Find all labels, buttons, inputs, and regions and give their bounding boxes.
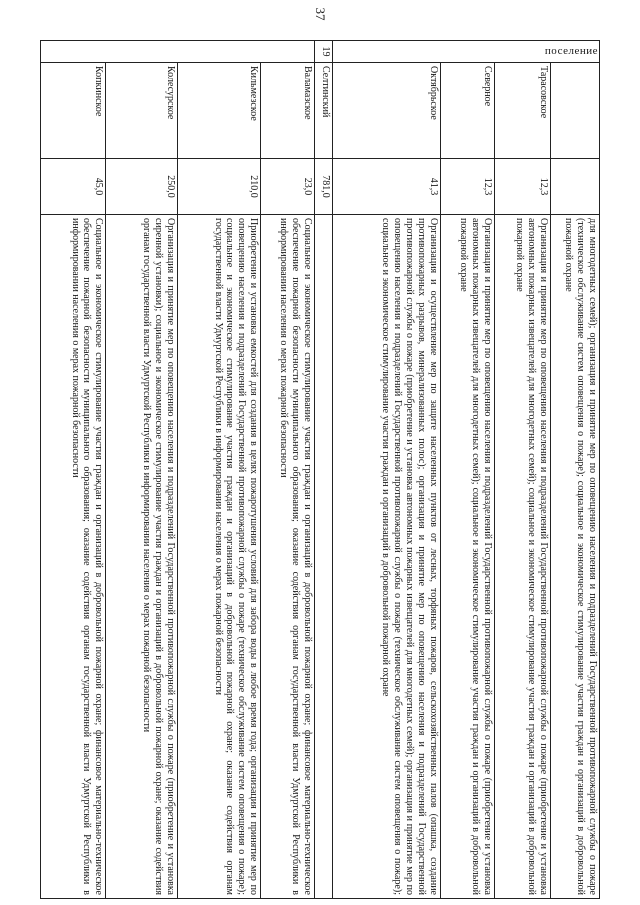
amount-value: 45,0 (41, 159, 106, 215)
table-row (332, 41, 440, 899)
row-number: 19 (314, 41, 332, 63)
amount-value: 12,3 (494, 159, 550, 215)
settlement-name: Кильмезское (178, 63, 261, 159)
rotated-table-wrapper (40, 40, 600, 898)
settlement-name: Тарасовское (494, 63, 550, 159)
table-row (550, 41, 599, 899)
measures-description: Организация и принятие мер по оповещению населения и подразделений Государственной противопожарной службы о пожаре (приобретение и установка автономных пожарных извещателей для многодетных семей); социальное и экономическое стимулирование участия граждан и организаций в добровольной пожарной охране (440, 215, 494, 899)
district-name: Селтинский (314, 63, 332, 159)
settlement-name: Валамазское (261, 63, 315, 159)
settlement-name: Колесурское (106, 63, 178, 159)
settlement-name: Северное (440, 63, 494, 159)
table-row (440, 41, 494, 899)
amount-value: 210,0 (178, 159, 261, 215)
measures-description: Социальное и экономическое стимулирование участия граждан и организаций в добровольной пожарной охране; финансовое материально-техническое обеспечение пожарной безопасности муниципального образования; оказание содействия органам государственной власти Удмуртской Республики в информировании населения о мерах пожарной безопасности (41, 215, 106, 899)
table-row (106, 41, 178, 899)
table-row (178, 41, 261, 899)
measures-description: для многодетных семей); организация и принятие мер по оповещению населения и подразделений Государственной противопожарной службы о пожаре (техническое обслуживание систем оповещения о пожаре); социальное и экономическое стимулирование участия граждан и организаций в добровольной пожарной охране (550, 215, 599, 899)
table-row (494, 41, 550, 899)
group-label: поселение (544, 45, 598, 58)
settlement-name: Октябрьское (332, 63, 440, 159)
measures-description: Социальное и экономическое стимулирование участия граждан и организаций в добровольной пожарной охране; финансовое материально-техническое обеспечение пожарной безопасности муниципального образования; оказание содействия органам государственной власти Удмуртской Республики в информировании населения о мерах пожарной безопасности (261, 215, 315, 899)
measures-description: Организация и осуществление мер по защите населенных пунктов от лесных, торфяных пожаров, сельскохозяйственных палов (опашка, создание противопожарных разрывов, минерализованных полос); организация и принятие мер по оповещению населения и подразделений Государственной противопожарной службы о пожаре (приобретение и установка автономных пожарных извещателей для многодетных семей); организация и принятие мер по оповещению населения и подразделений Государственной противопожарной службы о пожаре (техническое обслуживание систем оповещения о пожаре); социальное и экономическое стимулирование участия граждан и организаций в добровольной пожарной охране (332, 215, 440, 899)
group-label-cell (332, 41, 599, 63)
allocation-table (40, 40, 600, 899)
table-row (314, 41, 332, 899)
measures-description: Организация и принятие мер по оповещению населения и подразделений Государственной противопожарной службы о пожаре (приобретение и установка сиренной установки); социальное и экономическое стимулирование участия граждан и организаций в добровольной пожарной охране; оказание содействия органам государственной власти Удмуртской Республики в информировании населения о мерах пожарной безопасности (106, 215, 178, 899)
amount-value: 41,3 (332, 159, 440, 215)
amount-value: 23,0 (261, 159, 315, 215)
measures-description: Организация и принятие мер по оповещению населения и подразделений Государственной противопожарной службы о пожаре (приобретение и установка автономных пожарных извещателей для многодетных семей); социальное и экономическое стимулирование участия граждан и организаций в добровольной пожарной охране (494, 215, 550, 899)
measures-description (314, 215, 332, 899)
settlement-name: Копкинское (41, 63, 106, 159)
table-row (41, 41, 106, 899)
amount-value: 250,0 (106, 159, 178, 215)
blank-cell (41, 41, 315, 63)
settlement-name (550, 63, 599, 159)
amount-value: 12,3 (440, 159, 494, 215)
page-number: 37 (313, 7, 328, 21)
table-row (261, 41, 315, 899)
amount-value: 781,0 (314, 159, 332, 215)
amount-value (550, 159, 599, 215)
measures-description: Приобретение и установка емкостей для создания в целях пожаротушения условий для забора воды в любое время года; организация и принятие мер по оповещению населения и подразделений Государственной противопожарной службы о пожаре (техническое обслуживание систем оповещения о пожаре); социальное и экономическое стимулирование участия граждан и организаций в добровольной пожарной охране; оказание содействия органам государственной власти Удмуртской Республики в информировании населения о мерах пожарной безопасности (178, 215, 261, 899)
